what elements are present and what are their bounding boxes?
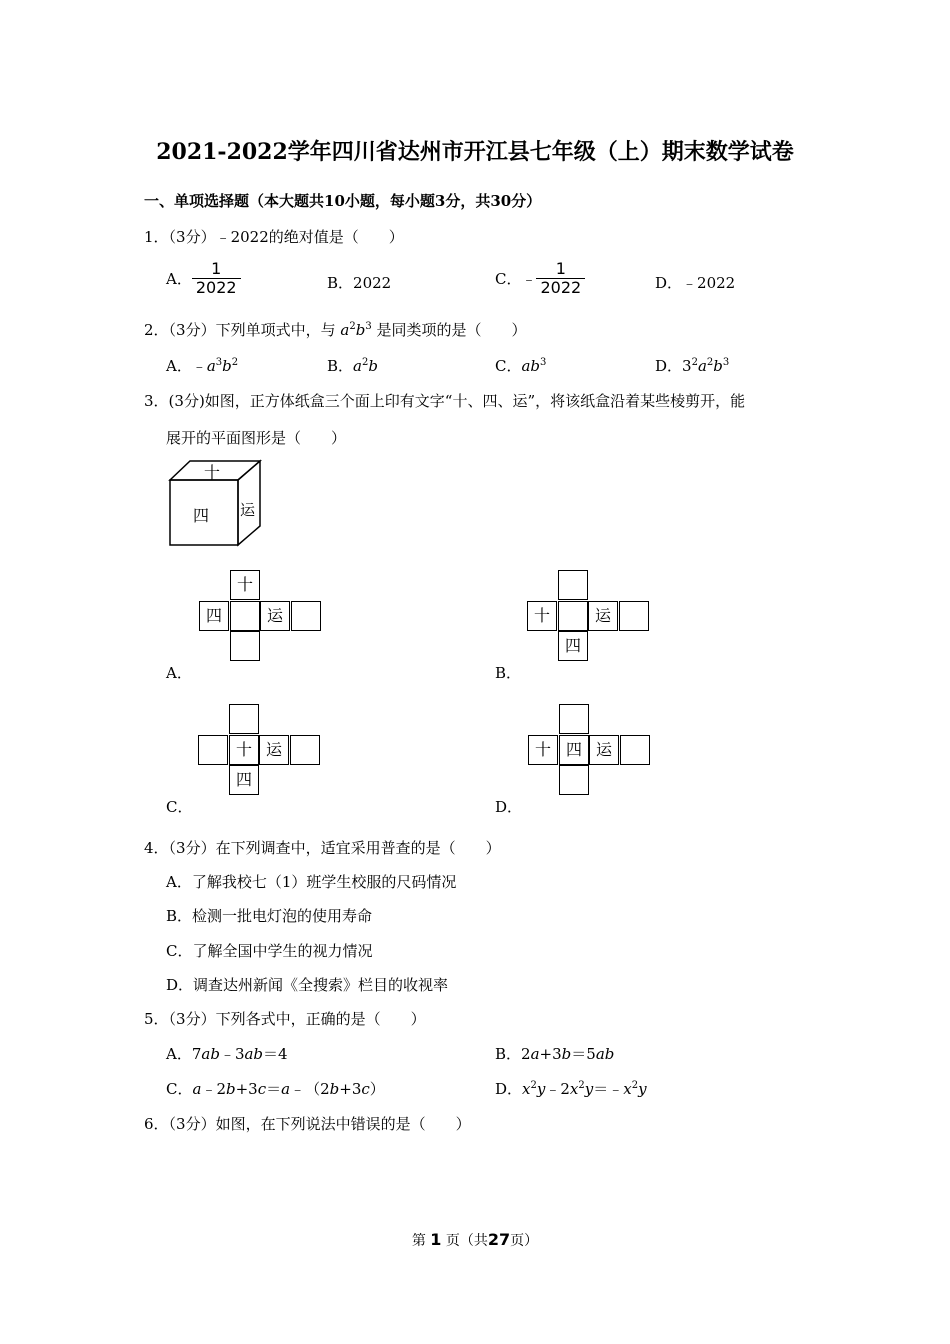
net-d-cell bbox=[559, 765, 589, 795]
net-a-cell: 十 bbox=[230, 570, 260, 600]
q1-c-denominator: 2022 bbox=[540, 278, 582, 297]
q3-stem-line2: 展开的平面图形是（ ） bbox=[166, 429, 347, 447]
footer-post: 页） bbox=[510, 1233, 539, 1249]
net-d-cell: 运 bbox=[589, 735, 619, 765]
q5-option-a: A．7ab﹣3ab＝4 bbox=[166, 1045, 288, 1063]
net-b-cell bbox=[558, 570, 588, 600]
q1-c-fraction bbox=[536, 260, 585, 297]
net-d-cell bbox=[559, 704, 589, 734]
net-b-cell bbox=[619, 601, 649, 631]
q2-option-c: C．$ab^3$ bbox=[495, 357, 547, 375]
net-c-cell bbox=[290, 735, 320, 765]
net-b-cell: 四 bbox=[558, 631, 588, 661]
q2-option-a: A．$﹣a^3b^2$ bbox=[166, 357, 239, 375]
q1-a-numerator: 1 bbox=[192, 260, 241, 279]
q1-c-label: C．﹣ bbox=[495, 270, 537, 288]
q3-option-b-label: B． bbox=[495, 664, 522, 682]
q1-option-b: B．2022 bbox=[327, 274, 392, 292]
q4-option-a: A．了解我校七（1）班学生校服的尺码情况 bbox=[166, 873, 457, 891]
q1-option-c bbox=[495, 260, 585, 297]
net-a-cell: 四 bbox=[199, 601, 229, 631]
net-a-cell bbox=[291, 601, 321, 631]
q4-option-b: B．检测一批电灯泡的使用寿命 bbox=[166, 907, 373, 925]
q1-a-fraction bbox=[192, 260, 241, 297]
net-d-cell: 十 bbox=[528, 735, 558, 765]
q2-option-b: B．$a^2b$ bbox=[327, 357, 378, 375]
cube-side-label: 运 bbox=[240, 501, 256, 519]
q4-option-d: D．调查达州新闻《全搜索》栏目的收视率 bbox=[166, 976, 449, 994]
net-c-cell: 四 bbox=[229, 765, 259, 795]
net-c-cell bbox=[229, 704, 259, 734]
footer-pre: 第 bbox=[411, 1233, 426, 1249]
net-b-cell: 运 bbox=[588, 601, 618, 631]
q4-option-c: C．了解全国中学生的视力情况 bbox=[166, 942, 373, 960]
q3-option-a-label: A． bbox=[166, 664, 192, 682]
q5-option-b: B．2a+3b＝5ab bbox=[495, 1045, 615, 1063]
cube-top-label: 十 bbox=[204, 463, 221, 482]
q6-stem: 6．（3分）如图，在下列说法中错误的是（ ） bbox=[144, 1115, 471, 1133]
q2-option-d: D．$3^2a^2b^3$ bbox=[655, 357, 730, 375]
q1-option-a bbox=[166, 260, 241, 297]
net-a-cell bbox=[230, 601, 260, 631]
net-b-cell: 十 bbox=[527, 601, 557, 631]
footer-mid: 页（共 bbox=[445, 1233, 488, 1249]
q2-stem: 2．（3分）下列单项式中，与 $a^2b^3$ 是同类项的是（ ） bbox=[144, 321, 527, 339]
section-heading: 一、单项选择题（本大题共10小题，每小题3分，共30分） bbox=[144, 192, 542, 210]
q1-stem: 1．（3分）﹣2022的绝对值是（ ） bbox=[144, 228, 404, 246]
q3-stem-line1: 3．(3分)如图，正方体纸盒三个面上印有文字“十、四、运”，将该纸盒沿着某些棱剪开，能 bbox=[144, 392, 746, 410]
net-c-cell bbox=[198, 735, 228, 765]
q1-a-denominator: 2022 bbox=[195, 278, 237, 297]
q2-stem-post: 是同类项的是（ ） bbox=[376, 321, 527, 339]
footer-page-number: 1 bbox=[430, 1230, 442, 1249]
q5-option-c: C．a﹣2b+3c＝a﹣（2b+3c） bbox=[166, 1080, 385, 1098]
q4-stem: 4．（3分）在下列调查中，适宜采用普查的是（ ） bbox=[144, 839, 501, 857]
q1-option-d: D．﹣2022 bbox=[655, 274, 736, 292]
q5-option-d: D．$x^2y﹣2x^2y=﹣x^2y$ bbox=[495, 1080, 647, 1098]
q5-stem: 5．（3分）下列各式中，正确的是（ ） bbox=[144, 1010, 426, 1028]
page-footer bbox=[0, 1230, 950, 1250]
net-a-cell bbox=[230, 631, 260, 661]
footer-total-pages: 27 bbox=[487, 1230, 511, 1249]
page-title: 2021-2022学年四川省达州市开江县七年级（上）期末数学试卷 bbox=[156, 139, 794, 165]
net-d-cell bbox=[620, 735, 650, 765]
net-b-cell bbox=[558, 601, 588, 631]
q3-option-c-label: C． bbox=[166, 798, 193, 816]
cube-front-label: 四 bbox=[193, 506, 210, 525]
q1-a-label: A． bbox=[166, 270, 192, 288]
net-c-cell: 十 bbox=[229, 735, 259, 765]
q2-stem-pre: 2．（3分）下列单项式中，与 bbox=[144, 321, 336, 339]
q1-c-numerator: 1 bbox=[536, 260, 585, 279]
net-a-cell: 运 bbox=[260, 601, 290, 631]
net-c-cell: 运 bbox=[259, 735, 289, 765]
net-d-cell: 四 bbox=[559, 735, 589, 765]
q3-option-d-label: D． bbox=[495, 798, 523, 816]
